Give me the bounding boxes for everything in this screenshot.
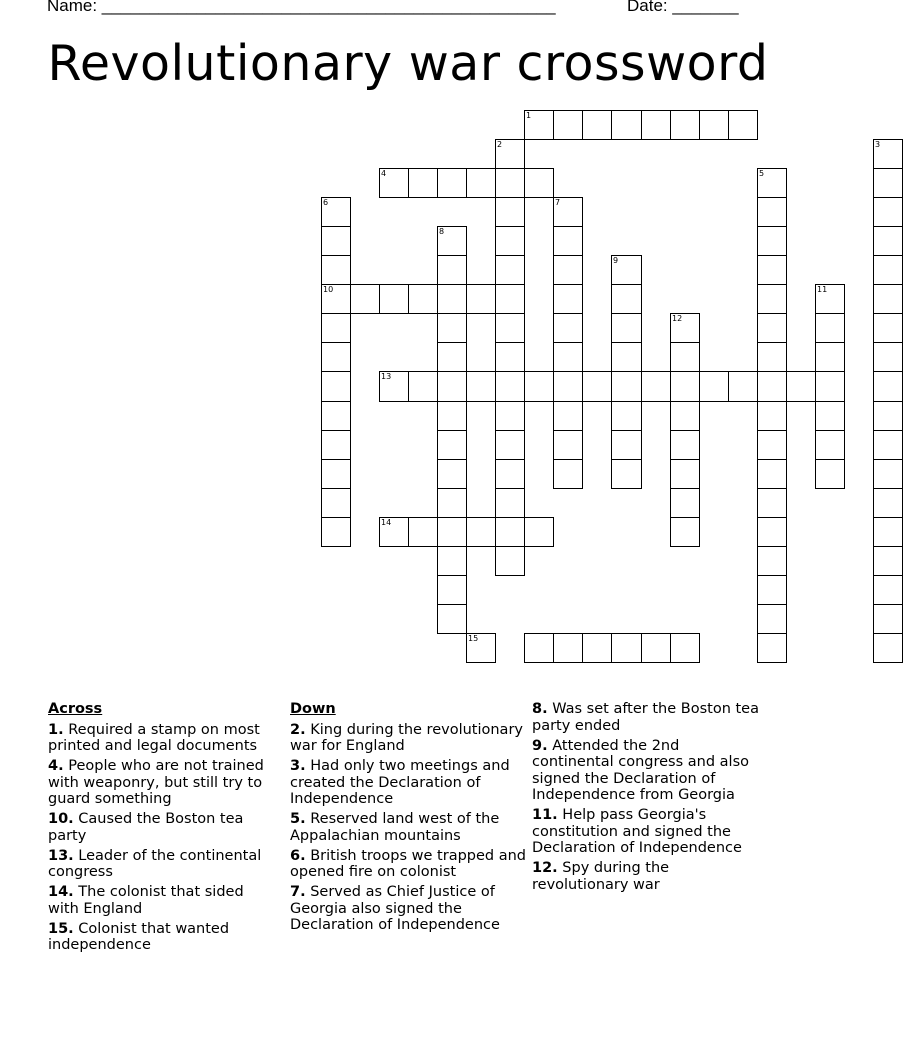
grid-cell[interactable] bbox=[495, 546, 525, 576]
clue-number-label: 3 bbox=[875, 140, 881, 149]
grid-cell[interactable] bbox=[757, 488, 787, 518]
clue-number-label: 8 bbox=[439, 227, 445, 236]
clue-item bbox=[290, 758, 526, 808]
grid-cell[interactable] bbox=[437, 284, 467, 314]
grid-cell[interactable] bbox=[321, 284, 351, 314]
grid-cell[interactable] bbox=[815, 284, 845, 314]
grid-cell[interactable] bbox=[495, 284, 525, 314]
grid-cell[interactable] bbox=[670, 110, 700, 140]
clue-text: King during the revolutionary war for England bbox=[290, 721, 523, 754]
clue-item bbox=[48, 758, 276, 808]
clue-text: Leader of the continental congress bbox=[48, 847, 262, 880]
grid-cell[interactable] bbox=[873, 401, 903, 431]
grid-cell[interactable] bbox=[437, 604, 467, 634]
grid-cell[interactable] bbox=[553, 255, 583, 285]
clue-item bbox=[290, 722, 526, 755]
grid-cell[interactable] bbox=[757, 168, 787, 198]
clue-number: 1. bbox=[48, 721, 64, 738]
grid-cell[interactable] bbox=[873, 488, 903, 518]
grid-cell[interactable] bbox=[873, 517, 903, 547]
grid-cell[interactable] bbox=[466, 517, 496, 547]
grid-cell[interactable] bbox=[670, 313, 700, 343]
grid-cell[interactable] bbox=[495, 401, 525, 431]
grid-cell[interactable] bbox=[408, 517, 438, 547]
grid-cell[interactable] bbox=[757, 197, 787, 227]
clue-number: 9. bbox=[532, 737, 548, 754]
clue-text: Had only two meetings and created the Declaration of Independence bbox=[290, 758, 510, 807]
grid-cell[interactable] bbox=[379, 284, 409, 314]
grid-cell[interactable] bbox=[553, 633, 583, 663]
grid-cell[interactable] bbox=[873, 139, 903, 169]
grid-cell[interactable] bbox=[611, 430, 642, 460]
across-heading: Across bbox=[48, 701, 103, 717]
date-field-line: Date: _______ bbox=[627, 0, 739, 15]
grid-cell[interactable] bbox=[437, 488, 467, 518]
clue-number-label: 1 bbox=[526, 111, 532, 120]
grid-cell[interactable] bbox=[321, 226, 351, 256]
grid-cell[interactable] bbox=[641, 371, 671, 402]
clue-item bbox=[290, 848, 526, 881]
grid-cell[interactable] bbox=[873, 342, 903, 372]
grid-cell[interactable] bbox=[321, 371, 351, 402]
clue-number-label: 11 bbox=[817, 285, 828, 294]
clue-text: The colonist that sided with England bbox=[48, 884, 244, 917]
grid-cell[interactable] bbox=[611, 342, 642, 372]
grid-cell[interactable] bbox=[553, 226, 583, 256]
grid-cell[interactable] bbox=[321, 430, 351, 460]
grid-cell[interactable] bbox=[466, 633, 496, 663]
grid-cell[interactable] bbox=[437, 546, 467, 576]
clue-number: 7. bbox=[290, 884, 306, 900]
clue-text: Colonist that wanted independence bbox=[48, 920, 230, 953]
clue-item bbox=[532, 738, 760, 804]
grid-cell[interactable] bbox=[611, 401, 642, 431]
grid-cell[interactable] bbox=[873, 284, 903, 314]
grid-cell[interactable] bbox=[670, 633, 700, 663]
grid-cell[interactable] bbox=[611, 371, 642, 402]
clue-text: Attended the 2nd continental congress and also signed the Declaration of Independence from Georgia bbox=[532, 737, 750, 803]
grid-cell[interactable] bbox=[524, 168, 554, 198]
clue-number: 14. bbox=[48, 884, 74, 900]
clue-text: People who are not trained with weaponry, but still try to guard something bbox=[48, 758, 264, 807]
grid-cell[interactable] bbox=[553, 459, 583, 489]
grid-cell[interactable] bbox=[873, 459, 903, 489]
grid-cell[interactable] bbox=[553, 197, 583, 227]
grid-cell[interactable] bbox=[757, 226, 787, 256]
clue-number: 11. bbox=[532, 807, 558, 823]
grid-cell[interactable] bbox=[670, 459, 700, 489]
grid-cell[interactable] bbox=[815, 430, 845, 460]
grid-cell[interactable] bbox=[670, 430, 700, 460]
clue-number: 8. bbox=[532, 701, 548, 717]
grid-cell[interactable] bbox=[495, 197, 525, 227]
clue-number-label: 4 bbox=[381, 169, 387, 178]
clue-text: British troops we trapped and opened fire on colonist bbox=[290, 847, 527, 880]
grid-cell[interactable] bbox=[466, 284, 496, 314]
grid-cell[interactable] bbox=[815, 371, 845, 402]
grid-cell[interactable] bbox=[524, 110, 554, 140]
clue-item bbox=[48, 848, 276, 881]
grid-cell[interactable] bbox=[757, 604, 787, 634]
grid-cell[interactable] bbox=[757, 313, 787, 343]
grid-cell[interactable] bbox=[757, 401, 787, 431]
clue-number: 4. bbox=[48, 758, 64, 774]
grid-cell[interactable] bbox=[495, 342, 525, 372]
grid-cell[interactable] bbox=[815, 401, 845, 431]
clue-text: Required a stamp on most printed and legal documents bbox=[48, 721, 260, 754]
grid-cell[interactable] bbox=[379, 517, 409, 547]
grid-cell[interactable] bbox=[815, 342, 845, 372]
grid-cell[interactable] bbox=[611, 633, 642, 663]
grid-cell[interactable] bbox=[495, 139, 525, 169]
grid-cell[interactable] bbox=[495, 226, 525, 256]
clue-item bbox=[532, 807, 760, 857]
grid-cell[interactable] bbox=[873, 604, 903, 634]
clue-number: 6. bbox=[290, 847, 306, 864]
grid-cell[interactable] bbox=[582, 110, 612, 140]
grid-cell[interactable] bbox=[873, 633, 903, 663]
grid-cell[interactable] bbox=[553, 110, 583, 140]
grid-cell[interactable] bbox=[437, 430, 467, 460]
grid-cell[interactable] bbox=[873, 371, 903, 402]
grid-cell[interactable] bbox=[757, 342, 787, 372]
grid-cell[interactable] bbox=[873, 168, 903, 198]
grid-cell[interactable] bbox=[379, 168, 409, 198]
grid-cell[interactable] bbox=[873, 226, 903, 256]
grid-cell[interactable] bbox=[670, 371, 700, 402]
clue-number-label: 10 bbox=[323, 285, 334, 294]
grid-cell[interactable] bbox=[873, 546, 903, 576]
clue-number-label: 2 bbox=[497, 140, 503, 149]
clues-down-column bbox=[290, 701, 526, 937]
clue-item bbox=[48, 811, 276, 844]
grid-cell[interactable] bbox=[466, 371, 496, 402]
clue-number-label: 7 bbox=[555, 198, 561, 207]
grid-cell[interactable] bbox=[641, 110, 671, 140]
clue-item bbox=[48, 921, 276, 954]
grid-cell[interactable] bbox=[495, 371, 525, 402]
grid-cell[interactable] bbox=[757, 284, 787, 314]
grid-cell[interactable] bbox=[582, 371, 612, 402]
clue-text: Caused the Boston tea party bbox=[48, 811, 244, 844]
clue-number: 13. bbox=[48, 847, 74, 864]
grid-cell[interactable] bbox=[553, 313, 583, 343]
grid-cell[interactable] bbox=[553, 284, 583, 314]
clue-number: 2. bbox=[290, 721, 306, 738]
clue-item bbox=[532, 701, 760, 734]
grid-cell[interactable] bbox=[873, 575, 903, 605]
grid-cell[interactable] bbox=[495, 459, 525, 489]
grid-cell[interactable] bbox=[495, 168, 525, 198]
grid-cell[interactable] bbox=[524, 371, 554, 402]
grid-cell[interactable] bbox=[670, 517, 700, 547]
clue-text: Served as Chief Justice of Georgia also signed the Declaration of Independence bbox=[290, 884, 500, 933]
grid-cell[interactable] bbox=[524, 517, 554, 547]
grid-cell[interactable] bbox=[437, 371, 467, 402]
grid-cell[interactable] bbox=[437, 342, 467, 372]
grid-cell[interactable] bbox=[582, 633, 612, 663]
grid-cell[interactable] bbox=[728, 110, 758, 140]
grid-cell[interactable] bbox=[437, 255, 467, 285]
grid-cell[interactable] bbox=[524, 633, 554, 663]
grid-cell[interactable] bbox=[553, 430, 583, 460]
clue-text: Was set after the Boston tea party ended bbox=[532, 701, 759, 734]
grid-cell[interactable] bbox=[757, 575, 787, 605]
grid-cell[interactable] bbox=[495, 517, 525, 547]
clue-number: 5. bbox=[290, 811, 306, 827]
grid-cell[interactable] bbox=[495, 430, 525, 460]
grid-cell[interactable] bbox=[699, 110, 729, 140]
clue-number-label: 5 bbox=[759, 169, 765, 178]
clue-text: Reserved land west of the Appalachian mountains bbox=[290, 811, 500, 844]
grid-cell[interactable] bbox=[873, 255, 903, 285]
grid-cell[interactable] bbox=[408, 284, 438, 314]
grid-cell[interactable] bbox=[495, 313, 525, 343]
clue-number-label: 12 bbox=[672, 314, 683, 323]
clue-item bbox=[290, 811, 526, 844]
grid-cell[interactable] bbox=[495, 255, 525, 285]
grid-cell[interactable] bbox=[757, 633, 787, 663]
grid-cell[interactable] bbox=[437, 226, 467, 256]
name-field-line: Name: ________________________________________________ bbox=[47, 0, 556, 15]
grid-cell[interactable] bbox=[408, 371, 438, 402]
grid-cell[interactable] bbox=[321, 517, 351, 547]
page-title: Revolutionary war crossword bbox=[47, 35, 769, 92]
grid-cell[interactable] bbox=[437, 517, 467, 547]
grid-cell[interactable] bbox=[873, 313, 903, 343]
grid-cell[interactable] bbox=[437, 168, 467, 198]
grid-cell[interactable] bbox=[321, 459, 351, 489]
clue-number-label: 14 bbox=[381, 518, 392, 527]
clue-item bbox=[48, 884, 276, 917]
clue-number: 10. bbox=[48, 811, 74, 827]
grid-cell[interactable] bbox=[321, 488, 351, 518]
grid-cell[interactable] bbox=[408, 168, 438, 198]
clue-number-label: 6 bbox=[323, 198, 329, 207]
clue-number: 3. bbox=[290, 758, 306, 774]
clue-number: 15. bbox=[48, 920, 74, 937]
grid-cell[interactable] bbox=[670, 488, 700, 518]
grid-cell[interactable] bbox=[321, 401, 351, 431]
clue-number: 12. bbox=[532, 860, 558, 876]
grid-cell[interactable] bbox=[321, 197, 351, 227]
grid-cell[interactable] bbox=[873, 430, 903, 460]
grid-cell[interactable] bbox=[321, 342, 351, 372]
grid-cell[interactable] bbox=[757, 517, 787, 547]
clue-text: Spy during the revolutionary war bbox=[532, 860, 670, 893]
grid-cell[interactable] bbox=[437, 459, 467, 489]
grid-cell[interactable] bbox=[379, 371, 409, 402]
grid-cell[interactable] bbox=[466, 168, 496, 198]
grid-cell[interactable] bbox=[611, 459, 642, 489]
grid-cell[interactable] bbox=[815, 459, 845, 489]
grid-cell[interactable] bbox=[641, 633, 671, 663]
clues-across-column bbox=[48, 701, 276, 957]
grid-cell[interactable] bbox=[437, 401, 467, 431]
clue-item bbox=[290, 884, 526, 934]
grid-cell[interactable] bbox=[757, 255, 787, 285]
grid-cell[interactable] bbox=[873, 197, 903, 227]
clue-text: Help pass Georgia's constitution and signed the Declaration of Independence bbox=[532, 807, 742, 856]
clue-number-label: 9 bbox=[613, 256, 619, 265]
grid-cell[interactable] bbox=[553, 371, 583, 402]
clue-item bbox=[48, 722, 276, 755]
grid-cell[interactable] bbox=[553, 342, 583, 372]
grid-cell[interactable] bbox=[321, 255, 351, 285]
grid-cell[interactable] bbox=[670, 401, 700, 431]
grid-cell[interactable] bbox=[437, 575, 467, 605]
clue-number-label: 13 bbox=[381, 372, 392, 381]
clues-down-continued-column bbox=[532, 701, 760, 897]
grid-cell[interactable] bbox=[611, 255, 642, 285]
down-heading: Down bbox=[290, 701, 336, 717]
grid-cell[interactable] bbox=[495, 488, 525, 518]
clue-item bbox=[532, 860, 760, 893]
grid-cell[interactable] bbox=[437, 313, 467, 343]
grid-cell[interactable] bbox=[728, 371, 758, 402]
grid-cell[interactable] bbox=[757, 430, 787, 460]
grid-cell[interactable] bbox=[786, 371, 816, 402]
grid-cell[interactable] bbox=[553, 401, 583, 431]
grid-cell[interactable] bbox=[611, 110, 642, 140]
grid-cell[interactable] bbox=[321, 313, 351, 343]
grid-cell[interactable] bbox=[757, 546, 787, 576]
grid-cell[interactable] bbox=[350, 284, 380, 314]
grid-cell[interactable] bbox=[757, 371, 787, 402]
grid-cell[interactable] bbox=[757, 459, 787, 489]
grid-cell[interactable] bbox=[699, 371, 729, 402]
grid-cell[interactable] bbox=[670, 342, 700, 372]
clue-number-label: 15 bbox=[468, 634, 479, 643]
grid-cell[interactable] bbox=[611, 313, 642, 343]
grid-cell[interactable] bbox=[815, 313, 845, 343]
grid-cell[interactable] bbox=[611, 284, 642, 314]
